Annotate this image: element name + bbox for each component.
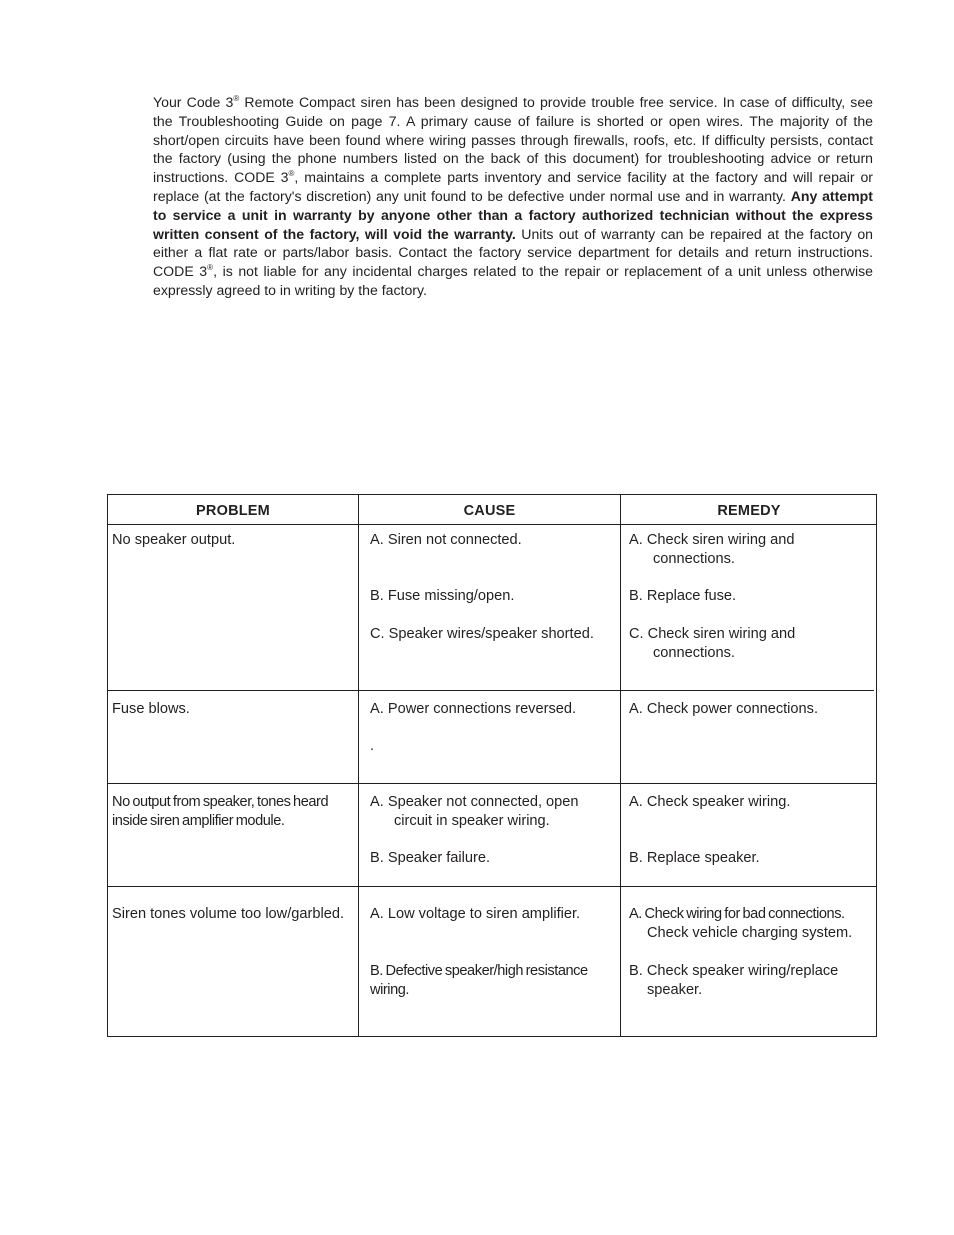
cause-item: B. Speaker failure.: [370, 850, 491, 866]
remedy-item: B. Replace fuse.: [629, 588, 737, 604]
troubleshooting-table: [107, 494, 877, 1037]
intro-text: Units out of warranty can be repaired at the factory on either a flat rate or parts/labor basis. Contact the factory service department for details and return instructions. CODE 3: [153, 225, 873, 280]
remedy-line: B. Check speaker wiring/replace: [629, 963, 839, 979]
remedy-item: [629, 625, 795, 663]
row-divider: [108, 886, 876, 887]
problem-line: No output from speaker, tones heard: [112, 794, 329, 810]
registered-mark: ®: [233, 94, 240, 103]
intro-text: Your Code 3: [153, 94, 234, 110]
cause-item: .: [370, 738, 375, 754]
header-remedy: REMEDY: [717, 503, 781, 519]
remedy-item: [629, 905, 852, 943]
registered-mark: ®: [207, 263, 214, 273]
header-cause: CAUSE: [463, 503, 516, 519]
remedy-item: A. Check speaker wiring.: [629, 794, 791, 810]
cause-item: A. Siren not connected.: [370, 532, 522, 548]
warranty-void-notice: Any attempt to service a unit in warranty by anyone other than a factory authorized technician without the express written consent of the factory, will void the warranty.: [153, 187, 873, 242]
remedy-line: A. Check wiring for bad connections.: [629, 906, 845, 922]
remedy-item: A. Check power connections.: [629, 701, 819, 717]
problem-cell: [112, 793, 328, 831]
intro-text: Remote Compact siren has been designed to provide trouble free service. In case of difficulty, see the Troubleshooting Guide on page 7. A primary cause of failure is shorted or open wires. The majority of the short/open circuits have been found where wiring passes through firewalls, roofs, etc. If difficulty persists, contact the factory (using the phone numbers listed on the back of this document) for troubleshooting advice or return instructions. CODE 3: [153, 94, 874, 186]
problem-cell: No speaker output.: [112, 532, 236, 548]
cause-item: C. Speaker wires/speaker shorted.: [370, 626, 594, 642]
column-divider: [620, 495, 621, 1036]
remedy-item: [629, 962, 838, 1000]
remedy-item: [629, 531, 794, 569]
cause-line: B. Defective speaker/high resistance: [370, 963, 588, 979]
remedy-line: Check vehicle charging system.: [647, 924, 853, 941]
remedy-line: speaker.: [647, 981, 703, 998]
header-divider: [108, 524, 876, 525]
cause-item: [370, 962, 588, 1000]
remedy-line: connections.: [653, 644, 735, 661]
remedy-item: B. Replace speaker.: [629, 850, 760, 866]
cause-item: A. Power connections reversed.: [370, 701, 577, 717]
row-divider: [108, 783, 876, 784]
intro-text: , is not liable for any incidental charges related to the repair or replacement of a unit unless otherwise expressly agreed to in writing by the factory.: [153, 263, 873, 298]
cause-line: A. Speaker not connected, open: [370, 794, 579, 810]
registered-mark: ®: [288, 169, 295, 179]
warranty-paragraph: [153, 93, 873, 300]
remedy-line: connections.: [653, 550, 735, 567]
cause-line: circuit in speaker wiring.: [394, 812, 550, 829]
cause-item: B. Fuse missing/open.: [370, 588, 515, 604]
column-divider: [358, 495, 359, 1036]
header-problem: PROBLEM: [196, 503, 270, 519]
cause-line: wiring.: [370, 981, 410, 998]
problem-cell: Fuse blows.: [112, 701, 190, 717]
remedy-line: C. Check siren wiring and: [629, 626, 796, 642]
problem-line: inside siren amplifier module.: [112, 812, 285, 829]
problem-cell: Siren tones volume too low/garbled.: [112, 906, 345, 922]
cause-item: A. Low voltage to siren amplifier.: [370, 906, 581, 922]
cause-item: [370, 793, 579, 831]
row-divider: [108, 690, 874, 691]
intro-text: , maintains a complete parts inventory and service facility at the factory and will repair or replace (at the factory's discretion) any unit found to be defective under normal use and in warranty.: [153, 169, 873, 204]
remedy-line: A. Check siren wiring and: [629, 532, 795, 548]
